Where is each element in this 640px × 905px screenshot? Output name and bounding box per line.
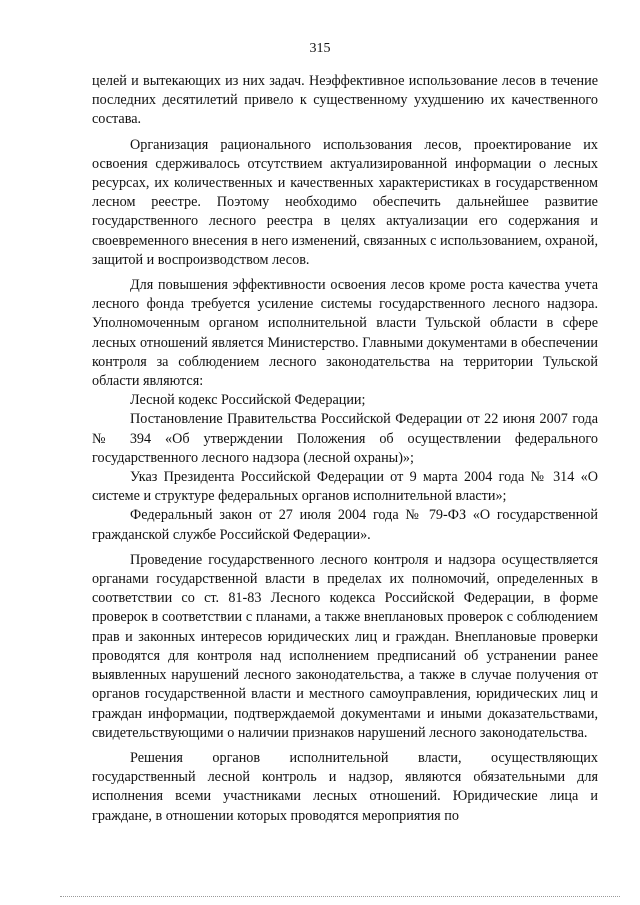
scan-bottom-edge <box>60 896 620 897</box>
paragraph-forest-supervision: Для повышения эффективности освоения лесов кроме роста качества учета лесного фонда требуется усиление системы государственного лесного надзора. Уполномоченным органом исполнительной власти Тульской области в сфере лесных отношений является Министерство. Главными документами в обеспечении контроля за соблюдением лесного законодательства на территории Тульской области являются: <box>92 277 598 390</box>
paragraph-control-procedure: Проведение государственного лесного контроля и надзора осуществляется органами государственной власти в пределах их полномочий, определенных в соответствии со ст. 81-83 Лесного кодекса Российской Федерации, в форме проверок в соответствии с планами, а также внеплановых проверок с соблюдением прав и законных интересов юридических лиц и граждан. Внеплановые проверки проводятся для контроля над исполнением предписаний об устранении ранее выявленных нарушений лесного законодательства, а также в случае получения от органов государственной власти и местного самоуправления, юридических лиц и граждан информации, подтверждаемой документами и иными доказательствами, свидетельствующими о наличии признаков нарушений лесного законодательства. <box>92 551 598 741</box>
page-body <box>92 72 598 826</box>
list-item-government-resolution: Постановление Правительства Российской Федерации от 22 июня 2007 года № 394 «Об утверждении Положения об осуществлении федерального государственного лесного надзора (лесной охраны)»; <box>92 411 598 466</box>
paragraph-continuation: целей и вытекающих из них задач. Неэффективное использование лесов в течение последних десятилетий привело к существенному ухудшению их качественного состава. <box>92 73 598 128</box>
page-number: 315 <box>309 41 331 56</box>
list-item-federal-law: Федеральный закон от 27 июля 2004 года № 79-ФЗ «О государственной гражданской службе Российской Федерации». <box>92 507 598 543</box>
list-item-presidential-decree: Указ Президента Российской Федерации от 9 марта 2004 года № 314 «О системе и структуре федеральных органов исполнительной власти»; <box>92 469 598 505</box>
list-item-forest-code: Лесной кодекс Российской Федерации; <box>130 392 366 409</box>
paragraph-binding-decisions: Решения органов исполнительной власти, осуществляющих государственный лесной контроль и надзор, являются обязательными для исполнения всеми участниками лесных отношений. Юридические лица и граждане, в отношении которых проводятся мероприятия по <box>92 749 598 824</box>
paragraph-forest-registry: Организация рационального использования лесов, проектирование их освоения сдерживалось отсутствием актуализированной информации о лесных ресурсах, их количественных и качественных характеристиках в государственном лесном реестре. Поэтому необходимо обеспечить дальнейшее развитие государственного лесного реестра в целях актуализации его содержания и своевременного внесения в него изменений, связанных с использованием, охраной, защитой и воспроизводством лесов. <box>92 136 598 268</box>
